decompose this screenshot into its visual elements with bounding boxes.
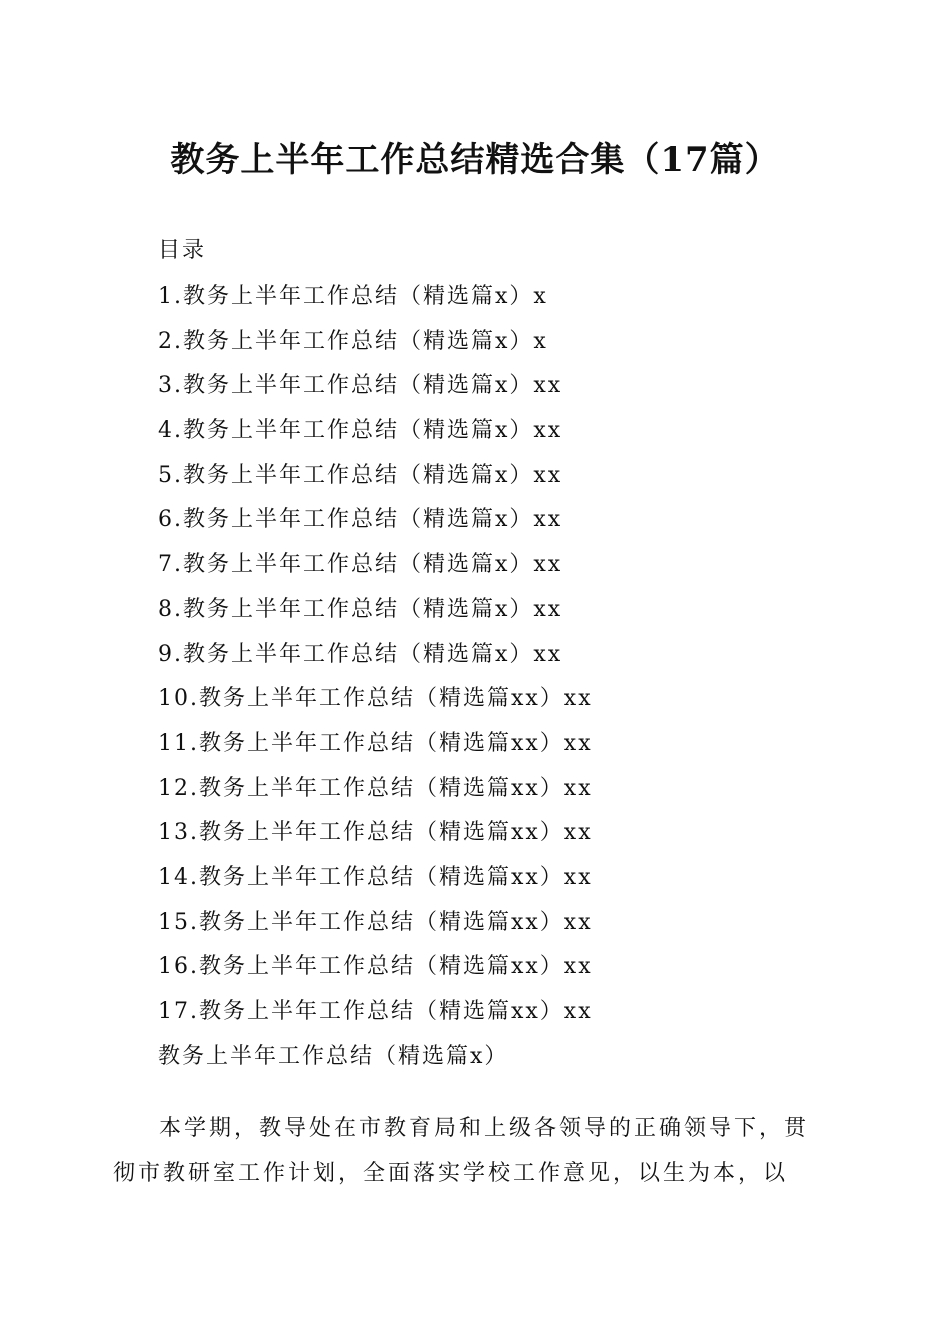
toc-item: 15.教务上半年工作总结（精选篇xx）xx — [158, 909, 593, 935]
section-heading: 教务上半年工作总结（精选篇x） — [158, 1044, 509, 1069]
toc-item: 6.教务上半年工作总结（精选篇x）xx — [158, 507, 563, 533]
toc-item: 9.教务上半年工作总结（精选篇x）xx — [158, 641, 563, 667]
toc-heading: 目录 — [158, 238, 207, 263]
toc-item: 5.教务上半年工作总结（精选篇x）xx — [158, 462, 563, 488]
toc-item: 17.教务上半年工作总结（精选篇xx）xx — [158, 999, 593, 1024]
toc-item: 7.教务上半年工作总结（精选篇x）xx — [158, 552, 563, 578]
toc-item: 4.教务上半年工作总结（精选篇x）xx — [158, 418, 563, 444]
body-paragraph: 本学期，教导处在市教育局和上级各领导的正确领导下，贯彻市教研室工作计划，全面落实学校工作意见，以生为本，以 — [113, 1116, 810, 1186]
toc-item: 11.教务上半年工作总结（精选篇xx）xx — [158, 730, 593, 756]
toc-item: 16.教务上半年工作总结（精选篇xx）xx — [158, 954, 593, 980]
toc-item: 10.教务上半年工作总结（精选篇xx）xx — [158, 686, 593, 712]
toc-item: 2.教务上半年工作总结（精选篇x）x — [158, 328, 548, 354]
document-title: 教务上半年工作总结精选合集（17篇） — [170, 140, 780, 180]
toc-item: 13.教务上半年工作总结（精选篇xx）xx — [158, 820, 593, 846]
toc-item: 8.教务上半年工作总结（精选篇x）xx — [158, 596, 563, 622]
toc-item: 3.教务上半年工作总结（精选篇x）xx — [158, 373, 563, 399]
toc-item: 12.教务上半年工作总结（精选篇xx）xx — [158, 775, 593, 801]
toc-item: 1.教务上半年工作总结（精选篇x）x — [158, 284, 548, 309]
table-of-contents — [158, 280, 593, 1040]
toc-item: 14.教务上半年工作总结（精选篇xx）xx — [158, 864, 593, 890]
